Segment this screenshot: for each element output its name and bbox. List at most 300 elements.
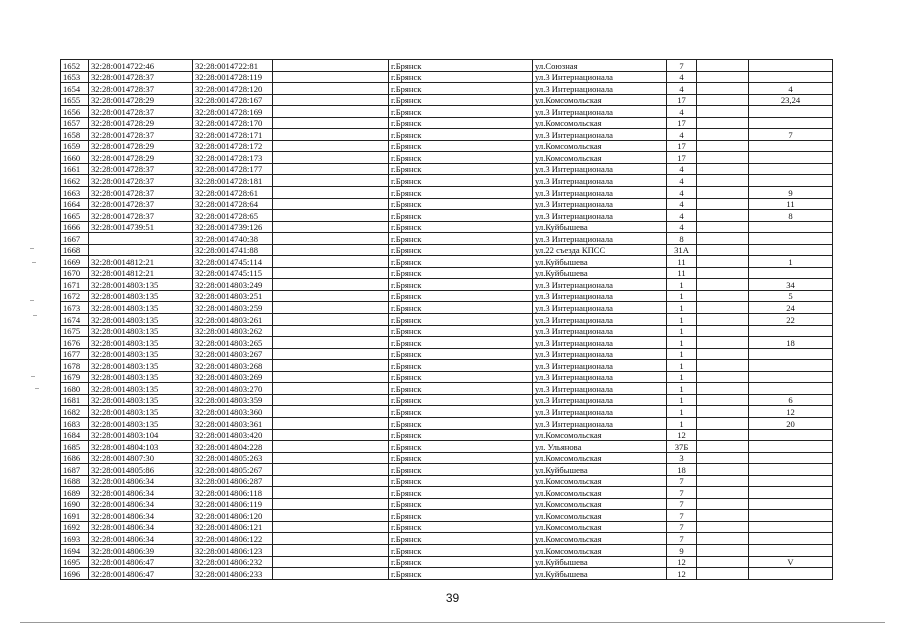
apartment-cell: 24 [749, 302, 833, 314]
blank-cell [273, 83, 389, 95]
apartment-cell [749, 383, 833, 395]
house-cell: 7 [667, 521, 697, 533]
row-number-cell: 1669 [61, 256, 89, 268]
apartment-cell [749, 60, 833, 72]
apartment-cell [749, 267, 833, 279]
house-cell: 11 [667, 256, 697, 268]
object-cadastral-cell: 32:28:0014803:270 [193, 383, 273, 395]
table-row [61, 348, 833, 360]
parcel-cadastral-cell: 32:28:0014803:135 [89, 371, 193, 383]
parcel-cadastral-cell: 32:28:0014739:51 [89, 221, 193, 233]
apartment-cell [749, 360, 833, 372]
blank-cell [697, 256, 749, 268]
table-row [61, 71, 833, 83]
blank-cell [273, 129, 389, 141]
house-cell: 7 [667, 475, 697, 487]
city-cell: г.Брянск [389, 221, 533, 233]
house-cell: 17 [667, 140, 697, 152]
parcel-cadastral-cell: 32:28:0014728:29 [89, 117, 193, 129]
house-cell: 4 [667, 83, 697, 95]
blank-cell [273, 348, 389, 360]
object-cadastral-cell: 32:28:0014806:287 [193, 475, 273, 487]
house-cell: 17 [667, 152, 697, 164]
object-cadastral-cell: 32:28:0014803:262 [193, 325, 273, 337]
table-row [61, 129, 833, 141]
parcel-cadastral-cell: 32:28:0014803:135 [89, 406, 193, 418]
blank-cell [697, 83, 749, 95]
city-cell: г.Брянск [389, 210, 533, 222]
city-cell: г.Брянск [389, 417, 533, 429]
city-cell: г.Брянск [389, 314, 533, 326]
row-number-cell: 1678 [61, 360, 89, 372]
registry-table [60, 59, 833, 580]
apartment-cell [749, 371, 833, 383]
city-cell: г.Брянск [389, 233, 533, 245]
apartment-cell: 22 [749, 314, 833, 326]
apartment-cell [749, 429, 833, 441]
apartment-cell [749, 175, 833, 187]
street-cell: ул.3 Интернационала [533, 71, 667, 83]
apartment-cell [749, 152, 833, 164]
city-cell: г.Брянск [389, 371, 533, 383]
city-cell: г.Брянск [389, 325, 533, 337]
city-cell: г.Брянск [389, 290, 533, 302]
parcel-cadastral-cell: 32:28:0014804:103 [89, 441, 193, 453]
street-cell: ул.3 Интернационала [533, 83, 667, 95]
row-number-cell: 1655 [61, 94, 89, 106]
parcel-cadastral-cell: 32:28:0014806:34 [89, 498, 193, 510]
city-cell: г.Брянск [389, 279, 533, 291]
street-cell: ул.Комсомольская [533, 429, 667, 441]
street-cell: ул. Ульянова [533, 441, 667, 453]
parcel-cadastral-cell: 32:28:0014806:34 [89, 533, 193, 545]
apartment-cell: 23,24 [749, 94, 833, 106]
house-cell: 1 [667, 302, 697, 314]
street-cell: ул.Комсомольская [533, 152, 667, 164]
house-cell: 4 [667, 106, 697, 118]
blank-cell [697, 475, 749, 487]
blank-cell [697, 371, 749, 383]
blank-cell [273, 256, 389, 268]
apartment-cell [749, 106, 833, 118]
blank-cell [697, 152, 749, 164]
parcel-cadastral-cell: 32:28:0014803:135 [89, 337, 193, 349]
city-cell: г.Брянск [389, 71, 533, 83]
parcel-cadastral-cell: 32:28:0014728:37 [89, 198, 193, 210]
blank-cell [273, 337, 389, 349]
parcel-cadastral-cell: 32:28:0014722:46 [89, 60, 193, 72]
apartment-cell: 34 [749, 279, 833, 291]
row-number-cell: 1696 [61, 568, 89, 580]
parcel-cadastral-cell: 32:28:0014728:37 [89, 83, 193, 95]
object-cadastral-cell: 32:28:0014728:177 [193, 163, 273, 175]
parcel-cadastral-cell: 32:28:0014728:37 [89, 187, 193, 199]
street-cell: ул.Комсомольская [533, 452, 667, 464]
table-row [61, 429, 833, 441]
blank-cell [273, 279, 389, 291]
table-row [61, 140, 833, 152]
city-cell: г.Брянск [389, 406, 533, 418]
table-row [61, 360, 833, 372]
blank-cell [273, 568, 389, 580]
blank-cell [273, 152, 389, 164]
street-cell: ул.Куйбышева [533, 568, 667, 580]
row-number-cell: 1691 [61, 510, 89, 522]
blank-cell [273, 163, 389, 175]
parcel-cadastral-cell: 32:28:0014806:34 [89, 510, 193, 522]
table-row [61, 117, 833, 129]
blank-cell [273, 267, 389, 279]
table-row [61, 267, 833, 279]
house-cell: 1 [667, 406, 697, 418]
table-row [61, 60, 833, 72]
blank-cell [697, 383, 749, 395]
street-cell: ул.3 Интернационала [533, 290, 667, 302]
blank-cell [697, 163, 749, 175]
street-cell: ул.Куйбышева [533, 556, 667, 568]
street-cell: ул.3 Интернационала [533, 187, 667, 199]
apartment-cell: V [749, 556, 833, 568]
street-cell: ул.3 Интернационала [533, 371, 667, 383]
blank-cell [273, 360, 389, 372]
row-number-cell: 1653 [61, 71, 89, 83]
street-cell: ул.Комсомольская [533, 498, 667, 510]
house-cell: 7 [667, 60, 697, 72]
object-cadastral-cell: 32:28:0014728:167 [193, 94, 273, 106]
row-number-cell: 1664 [61, 198, 89, 210]
city-cell: г.Брянск [389, 556, 533, 568]
object-cadastral-cell: 32:28:0014806:122 [193, 533, 273, 545]
blank-cell [697, 464, 749, 476]
blank-cell [273, 244, 389, 256]
street-cell: ул.3 Интернационала [533, 348, 667, 360]
house-cell: 1 [667, 360, 697, 372]
house-cell: 3 [667, 452, 697, 464]
blank-cell [697, 302, 749, 314]
table-row [61, 475, 833, 487]
parcel-cadastral-cell: 32:28:0014803:135 [89, 290, 193, 302]
apartment-cell: 7 [749, 129, 833, 141]
house-cell: 1 [667, 348, 697, 360]
table-row [61, 175, 833, 187]
apartment-cell: 18 [749, 337, 833, 349]
object-cadastral-cell: 32:28:0014805:263 [193, 452, 273, 464]
blank-cell [273, 94, 389, 106]
scan-speck [32, 262, 36, 263]
row-number-cell: 1656 [61, 106, 89, 118]
city-cell: г.Брянск [389, 487, 533, 499]
city-cell: г.Брянск [389, 337, 533, 349]
table-row [61, 106, 833, 118]
table-row [61, 302, 833, 314]
street-cell: ул.3 Интернационала [533, 129, 667, 141]
house-cell: 4 [667, 163, 697, 175]
table-row [61, 544, 833, 556]
row-number-cell: 1654 [61, 83, 89, 95]
object-cadastral-cell: 32:28:0014806:118 [193, 487, 273, 499]
apartment-cell [749, 163, 833, 175]
table-row [61, 510, 833, 522]
table-row [61, 325, 833, 337]
city-cell: г.Брянск [389, 187, 533, 199]
blank-cell [273, 464, 389, 476]
street-cell: ул.Комсомольская [533, 475, 667, 487]
parcel-cadastral-cell: 32:28:0014812:21 [89, 256, 193, 268]
street-cell: ул.22 съезда КПСС [533, 244, 667, 256]
parcel-cadastral-cell: 32:28:0014803:135 [89, 348, 193, 360]
object-cadastral-cell: 32:28:0014728:171 [193, 129, 273, 141]
house-cell: 4 [667, 221, 697, 233]
row-number-cell: 1652 [61, 60, 89, 72]
object-cadastral-cell: 32:28:0014806:121 [193, 521, 273, 533]
street-cell: ул.3 Интернационала [533, 383, 667, 395]
row-number-cell: 1695 [61, 556, 89, 568]
city-cell: г.Брянск [389, 129, 533, 141]
street-cell: ул.Куйбышева [533, 267, 667, 279]
table-row [61, 279, 833, 291]
parcel-cadastral-cell: 32:28:0014728:37 [89, 71, 193, 83]
house-cell: 12 [667, 556, 697, 568]
apartment-cell: 12 [749, 406, 833, 418]
row-number-cell: 1685 [61, 441, 89, 453]
apartment-cell: 6 [749, 394, 833, 406]
blank-cell [697, 441, 749, 453]
parcel-cadastral-cell: 32:28:0014728:37 [89, 129, 193, 141]
blank-cell [273, 452, 389, 464]
parcel-cadastral-cell: 32:28:0014806:39 [89, 544, 193, 556]
apartment-cell [749, 140, 833, 152]
table-row [61, 521, 833, 533]
house-cell: 1 [667, 314, 697, 326]
object-cadastral-cell: 32:28:0014745:115 [193, 267, 273, 279]
row-number-cell: 1686 [61, 452, 89, 464]
street-cell: ул.Куйбышева [533, 256, 667, 268]
blank-cell [273, 290, 389, 302]
apartment-cell [749, 71, 833, 83]
table-row [61, 94, 833, 106]
row-number-cell: 1665 [61, 210, 89, 222]
street-cell: ул.3 Интернационала [533, 314, 667, 326]
city-cell: г.Брянск [389, 452, 533, 464]
row-number-cell: 1690 [61, 498, 89, 510]
row-number-cell: 1673 [61, 302, 89, 314]
object-cadastral-cell: 32:28:0014722:81 [193, 60, 273, 72]
city-cell: г.Брянск [389, 544, 533, 556]
table-row [61, 221, 833, 233]
city-cell: г.Брянск [389, 394, 533, 406]
object-cadastral-cell: 32:28:0014803:251 [193, 290, 273, 302]
city-cell: г.Брянск [389, 256, 533, 268]
bottom-rule [20, 622, 885, 623]
table-row [61, 256, 833, 268]
row-number-cell: 1661 [61, 163, 89, 175]
blank-cell [697, 106, 749, 118]
street-cell: ул.3 Интернационала [533, 360, 667, 372]
row-number-cell: 1694 [61, 544, 89, 556]
street-cell: ул.Комсомольская [533, 117, 667, 129]
blank-cell [697, 267, 749, 279]
row-number-cell: 1689 [61, 487, 89, 499]
object-cadastral-cell: 32:28:0014803:259 [193, 302, 273, 314]
table-row [61, 314, 833, 326]
object-cadastral-cell: 32:28:0014803:359 [193, 394, 273, 406]
city-cell: г.Брянск [389, 163, 533, 175]
blank-cell [273, 556, 389, 568]
parcel-cadastral-cell [89, 233, 193, 245]
street-cell: ул.Союзная [533, 60, 667, 72]
street-cell: ул.3 Интернационала [533, 337, 667, 349]
object-cadastral-cell: 32:28:0014803:269 [193, 371, 273, 383]
city-cell: г.Брянск [389, 429, 533, 441]
house-cell: 1 [667, 290, 697, 302]
city-cell: г.Брянск [389, 198, 533, 210]
house-cell: 12 [667, 568, 697, 580]
parcel-cadastral-cell: 32:28:0014803:104 [89, 429, 193, 441]
table-row [61, 487, 833, 499]
table-row [61, 452, 833, 464]
city-cell: г.Брянск [389, 244, 533, 256]
city-cell: г.Брянск [389, 302, 533, 314]
blank-cell [273, 406, 389, 418]
street-cell: ул.3 Интернационала [533, 210, 667, 222]
house-cell: 37Б [667, 441, 697, 453]
apartment-cell: 1 [749, 256, 833, 268]
table-row [61, 394, 833, 406]
object-cadastral-cell: 32:28:0014728:65 [193, 210, 273, 222]
blank-cell [273, 106, 389, 118]
table-row [61, 198, 833, 210]
city-cell: г.Брянск [389, 441, 533, 453]
house-cell: 12 [667, 429, 697, 441]
table-row [61, 383, 833, 395]
street-cell: ул.Комсомольская [533, 94, 667, 106]
street-cell: ул.Комсомольская [533, 510, 667, 522]
table-row [61, 556, 833, 568]
house-cell: 1 [667, 394, 697, 406]
object-cadastral-cell: 32:28:0014728:181 [193, 175, 273, 187]
city-cell: г.Брянск [389, 94, 533, 106]
row-number-cell: 1671 [61, 279, 89, 291]
table-row [61, 210, 833, 222]
table-row [61, 371, 833, 383]
blank-cell [273, 325, 389, 337]
object-cadastral-cell: 32:28:0014803:360 [193, 406, 273, 418]
row-number-cell: 1667 [61, 233, 89, 245]
blank-cell [273, 521, 389, 533]
apartment-cell: 11 [749, 198, 833, 210]
parcel-cadastral-cell: 32:28:0014806:34 [89, 521, 193, 533]
row-number-cell: 1679 [61, 371, 89, 383]
blank-cell [697, 233, 749, 245]
blank-cell [697, 175, 749, 187]
row-number-cell: 1676 [61, 337, 89, 349]
house-cell: 18 [667, 464, 697, 476]
object-cadastral-cell: 32:28:0014728:170 [193, 117, 273, 129]
parcel-cadastral-cell: 32:28:0014728:29 [89, 152, 193, 164]
street-cell: ул.3 Интернационала [533, 233, 667, 245]
city-cell: г.Брянск [389, 117, 533, 129]
blank-cell [273, 371, 389, 383]
blank-cell [697, 187, 749, 199]
blank-cell [697, 429, 749, 441]
city-cell: г.Брянск [389, 498, 533, 510]
apartment-cell [749, 325, 833, 337]
house-cell: 7 [667, 487, 697, 499]
parcel-cadastral-cell: 32:28:0014803:135 [89, 302, 193, 314]
street-cell: ул.Комсомольская [533, 487, 667, 499]
object-cadastral-cell: 32:28:0014741:88 [193, 244, 273, 256]
parcel-cadastral-cell: 32:28:0014812:21 [89, 267, 193, 279]
apartment-cell [749, 498, 833, 510]
row-number-cell: 1660 [61, 152, 89, 164]
blank-cell [697, 140, 749, 152]
table-row [61, 163, 833, 175]
house-cell: 7 [667, 510, 697, 522]
parcel-cadastral-cell: 32:28:0014803:135 [89, 383, 193, 395]
blank-cell [273, 417, 389, 429]
blank-cell [273, 475, 389, 487]
blank-cell [697, 117, 749, 129]
apartment-cell [749, 233, 833, 245]
apartment-cell [749, 117, 833, 129]
street-cell: ул.3 Интернационала [533, 279, 667, 291]
house-cell: 9 [667, 544, 697, 556]
object-cadastral-cell: 32:28:0014728:172 [193, 140, 273, 152]
table-row [61, 441, 833, 453]
table-row [61, 233, 833, 245]
parcel-cadastral-cell: 32:28:0014728:37 [89, 175, 193, 187]
apartment-cell: 8 [749, 210, 833, 222]
blank-cell [697, 244, 749, 256]
blank-cell [697, 94, 749, 106]
object-cadastral-cell: 32:28:0014806:123 [193, 544, 273, 556]
street-cell: ул.3 Интернационала [533, 198, 667, 210]
blank-cell [273, 302, 389, 314]
street-cell: ул.3 Интернационала [533, 325, 667, 337]
house-cell: 4 [667, 210, 697, 222]
parcel-cadastral-cell: 32:28:0014728:37 [89, 210, 193, 222]
object-cadastral-cell: 32:28:0014728:120 [193, 83, 273, 95]
apartment-cell [749, 521, 833, 533]
object-cadastral-cell: 32:28:0014740:38 [193, 233, 273, 245]
street-cell: ул.3 Интернационала [533, 406, 667, 418]
blank-cell [697, 568, 749, 580]
street-cell: ул.3 Интернационала [533, 106, 667, 118]
house-cell: 4 [667, 71, 697, 83]
street-cell: ул.3 Интернационала [533, 302, 667, 314]
table-row [61, 498, 833, 510]
apartment-cell [749, 533, 833, 545]
apartment-cell [749, 464, 833, 476]
parcel-cadastral-cell: 32:28:0014728:37 [89, 163, 193, 175]
row-number-cell: 1662 [61, 175, 89, 187]
blank-cell [273, 429, 389, 441]
object-cadastral-cell: 32:28:0014806:232 [193, 556, 273, 568]
row-number-cell: 1677 [61, 348, 89, 360]
blank-cell [273, 71, 389, 83]
blank-cell [273, 210, 389, 222]
apartment-cell [749, 441, 833, 453]
row-number-cell: 1674 [61, 314, 89, 326]
house-cell: 4 [667, 175, 697, 187]
scan-speck [33, 315, 37, 316]
object-cadastral-cell: 32:28:0014728:173 [193, 152, 273, 164]
blank-cell [697, 198, 749, 210]
blank-cell [697, 60, 749, 72]
blank-cell [697, 337, 749, 349]
table-row [61, 152, 833, 164]
city-cell: г.Брянск [389, 510, 533, 522]
